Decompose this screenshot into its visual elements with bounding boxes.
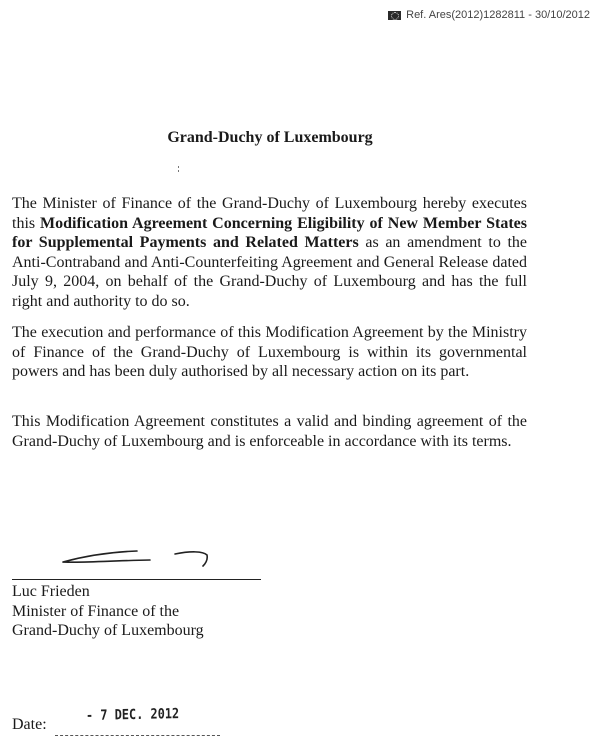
signatory-country: Grand-Duchy of Luxembourg <box>12 622 204 639</box>
agreement-name: Modification Agreement Concerning Eligibility of New Member States for Supplemental Payments and Related Matters <box>12 214 528 251</box>
reference-number: Ref. Ares(2012)1282811 - 30/10/2012 <box>406 9 590 21</box>
paragraph-execution <box>12 194 527 311</box>
paragraph-authority: The execution and performance of this Modification Agreement by the Ministry of Finance of the Grand-Duchy of Luxembourg is within its governmental powers and has been duly authorised by all necessary action on its part. <box>12 324 527 380</box>
document-title: Grand-Duchy of Luxembourg <box>167 129 373 146</box>
paragraph-execution-rest: as an amendment to the Anti-Contraband and Anti-Counterfeiting Agreement and General Release dated July 9, 2004, on behalf of the Grand-Duchy of Luxembourg and has the full right and authority to do so. <box>12 234 528 310</box>
date-stamp: - 7 DEC. 2012 <box>85 706 180 724</box>
signatory-role: Minister of Finance of the <box>12 602 180 620</box>
reference-header <box>388 9 590 21</box>
signatory-block <box>12 582 204 641</box>
handwritten-signature <box>55 542 215 572</box>
scan-artifact <box>178 166 180 175</box>
signatory-name: Luc Frieden <box>12 583 90 600</box>
date-line <box>55 735 220 736</box>
eu-flag-icon <box>388 11 401 20</box>
paragraph-execution-intro: The Minister of Finance of the Grand-Duchy of Luxembourg hereby executes this <box>12 195 527 232</box>
date-label: Date: <box>12 716 47 733</box>
paragraph-binding: This Modification Agreement constitutes a valid and binding agreement of the Grand-Duchy of Luxembourg and is enforceable in accordance with its terms. <box>12 413 527 450</box>
signature-line <box>12 579 261 580</box>
